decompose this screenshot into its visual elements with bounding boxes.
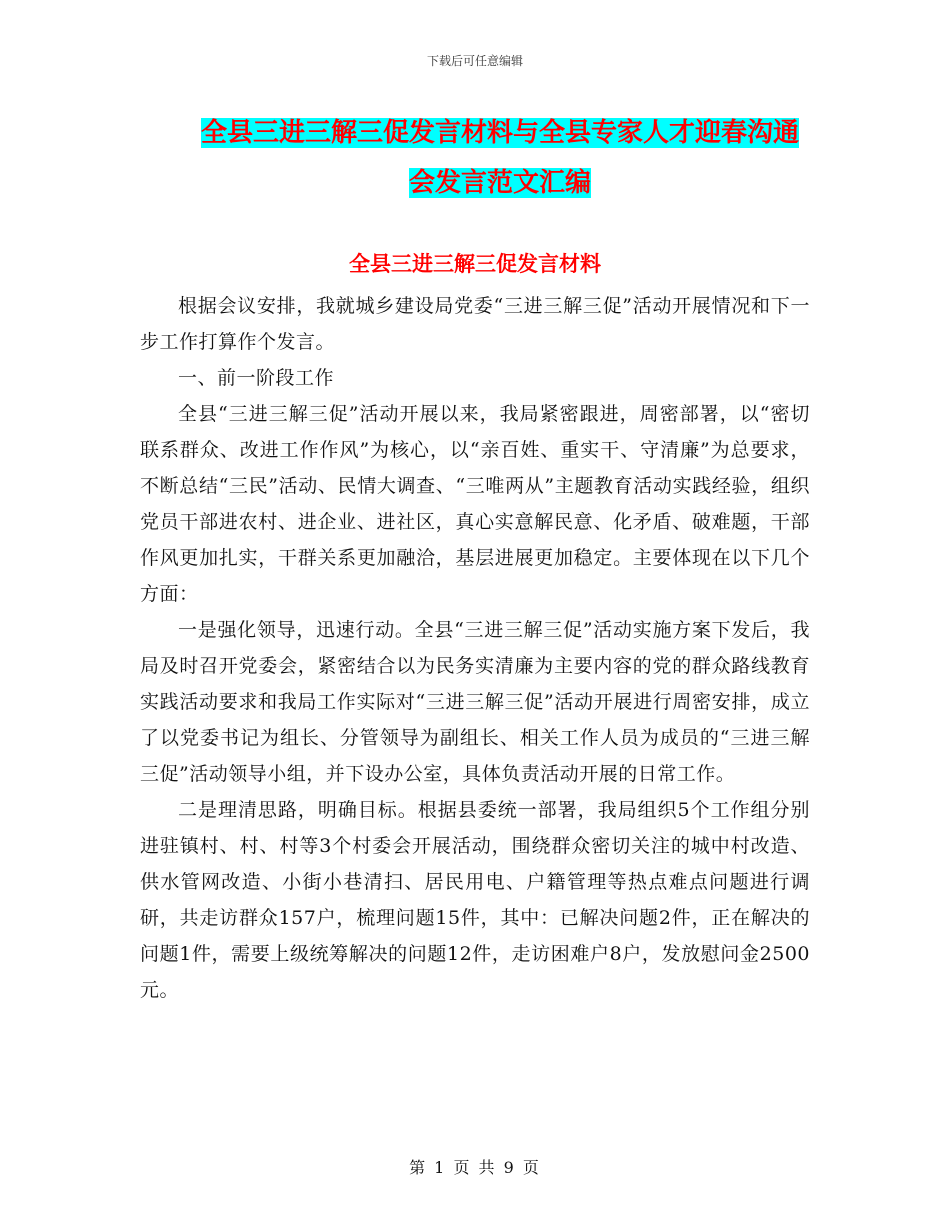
paragraph-overview: 全县“三进三解三促”活动开展以来，我局紧密跟进，周密部署，以“密切联系群众、改进工作作风”为核心，以“亲百姓、重实干、守清廉”为总要求，不断总结“三民”活动、民情大调查、“三唯两从”主题教育活动实践经验，组织党员干部进农村、进企业、进社区，真心实意解民意、化矛盾、破难题，干部作风更加扎实，干群关系更加融洽，基层进展更加稳定。主要体现在以下几个方面： — [140, 403, 810, 605]
paragraph-heading-first-stage: 一、前一阶段工作 — [178, 367, 335, 389]
page-footer: 第 1 页 共 9 页 — [409, 1158, 541, 1177]
paragraph-point-one: 一是强化领导，迅速行动。全县“三进三解三促”活动实施方案下发后，我局及时召开党委会，紧密结合以为民务实清廉为主要内容的党的群众路线教育实践活动要求和我局工作实际对“三进三解三促”活动开展进行周密安排，成立了以党委书记为组长、分管领导为副组长、相关工作人员为成员的“三进三解三促”活动领导小组，并下设办公室，具体负责活动开展的日常工作。 — [140, 619, 810, 785]
paragraph-point-two: 二是理清思路，明确目标。根据县委统一部署，我局组织5个工作组分别进驻镇村、村、村等3个村委会开展活动，围绕群众密切关注的城中村改造、供水管网改造、小街小巷清扫、居民用电、户籍管理等热点难点问题进行调研，共走访群众157户，梳理问题15件，其中：已解决问题2件，正在解决的问题1件，需要上级统筹解决的问题12件，走访困难户8户，发放慰问金2500元。 — [140, 799, 810, 1001]
document-title-line-2: 会发言范文汇编 — [408, 168, 591, 198]
document-body — [140, 288, 810, 1008]
document-title-line-1: 全县三进三解三促发言材料与全县专家人才迎春沟通 — [200, 118, 799, 148]
section-title: 全县三进三解三促发言材料 — [349, 252, 601, 276]
document-title — [150, 108, 850, 208]
header-note: 下载后可任意编辑 — [426, 54, 523, 68]
paragraph-intro: 根据会议安排，我就城乡建设局党委“三进三解三促”活动开展情况和下一步工作打算作个发言。 — [140, 295, 810, 353]
